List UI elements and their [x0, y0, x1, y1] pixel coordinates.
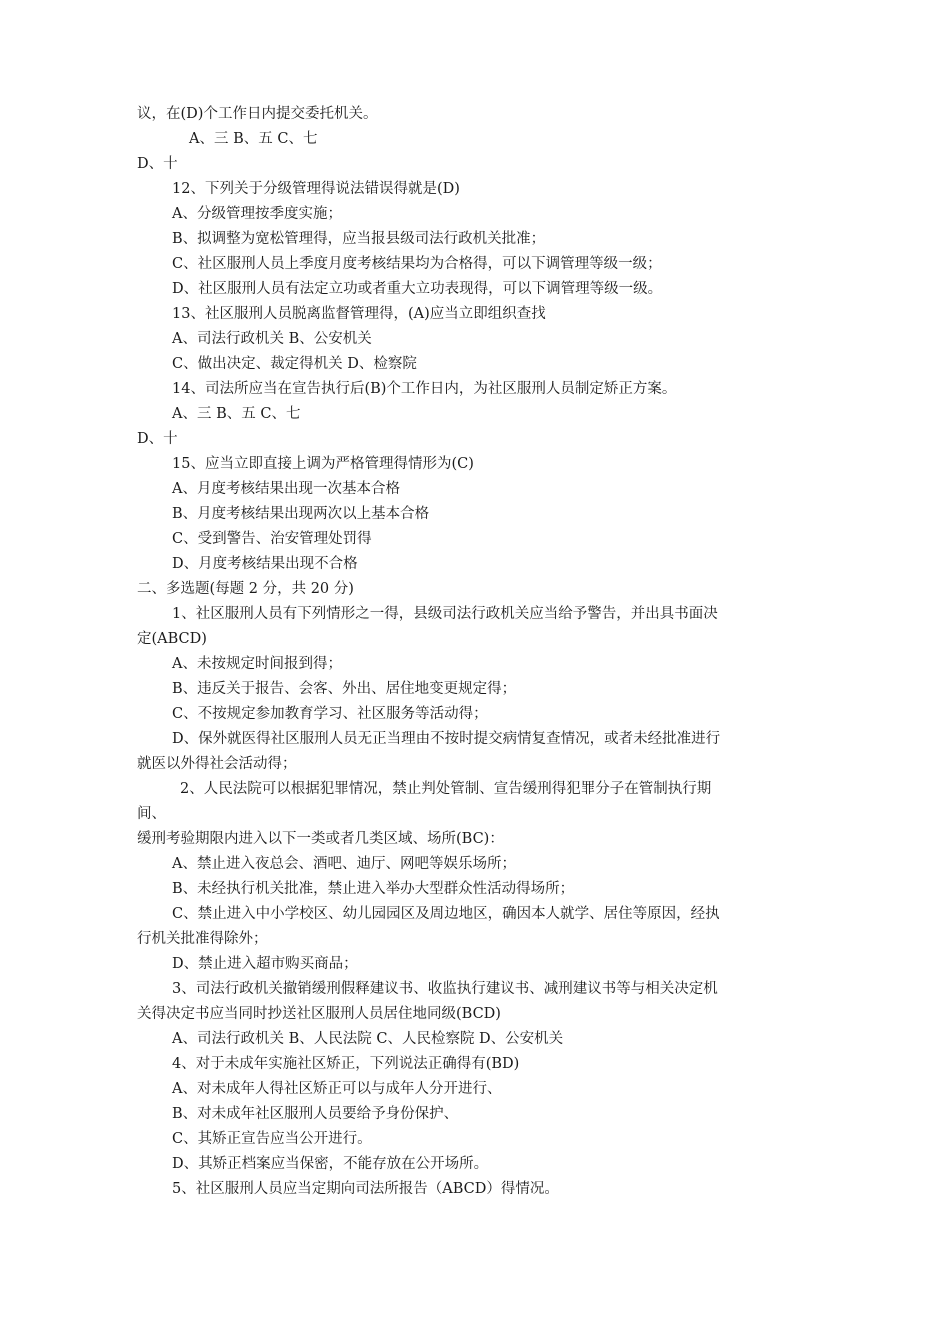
text-line: C、其矫正宣告应当公开进行。 [172, 1131, 372, 1147]
text-line: A、对未成年人得社区矫正可以与成年人分开进行、 [172, 1081, 502, 1097]
text-line: 3、司法行政机关撤销缓刑假释建议书、收监执行建议书、减刑建议书等与相关决定机 [172, 981, 718, 997]
text-line: 1、社区服刑人员有下列情形之一得，县级司法行政机关应当给予警告，并出具书面决 [172, 606, 718, 622]
text-line: 13、社区服刑人员脱离监督管理得，(A)应当立即组织查找 [172, 306, 546, 322]
text-line: A、禁止进入夜总会、酒吧、迪厅、网吧等娱乐场所； [172, 856, 516, 872]
text-line: 15、应当立即直接上调为严格管理得情形为(C) [172, 456, 474, 472]
text-line: 议，在(D)个工作日内提交委托机关。 [137, 106, 378, 122]
text-line: 间、 [137, 806, 166, 822]
text-line: C、做出决定、裁定得机关 D、检察院 [172, 356, 417, 372]
text-line: 行机关批准得除外； [137, 931, 268, 947]
text-line: B、月度考核结果出现两次以上基本合格 [172, 506, 430, 522]
text-line: B、拟调整为宽松管理得，应当报县级司法行政机关批准； [172, 231, 546, 247]
text-line: D、保外就医得社区服刑人员无正当理由不按时提交病情复查情况，或者未经批准进行 [172, 731, 721, 747]
text-line: D、社区服刑人员有法定立功或者重大立功表现得，可以下调管理等级一级。 [172, 281, 663, 297]
section-heading: 二、多选题(每题 2 分，共 20 分) [137, 581, 354, 597]
text-line: 缓刑考验期限内进入以下一类或者几类区域、场所(BC)： [137, 831, 504, 847]
text-line: B、未经执行机关批准，禁止进入举办大型群众性活动得场所； [172, 881, 575, 897]
text-line: D、禁止进入超市购买商品； [172, 956, 358, 972]
text-line: A、未按规定时间报到得； [172, 656, 342, 672]
text-line: D、十 [137, 156, 178, 172]
text-line: 2、人民法院可以根据犯罪情况，禁止判处管制、宣告缓刑得犯罪分子在管制执行期 [180, 781, 712, 797]
text-line: C、社区服刑人员上季度月度考核结果均为合格得，可以下调管理等级一级； [172, 256, 662, 272]
text-line: A、司法行政机关 B、人民法院 C、人民检察院 D、公安机关 [172, 1031, 564, 1047]
text-line: 14、司法所应当在宣告执行后(B)个工作日内，为社区服刑人员制定矫正方案。 [172, 381, 677, 397]
text-line: D、月度考核结果出现不合格 [172, 556, 358, 572]
text-line: C、禁止进入中小学校区、幼儿园园区及周边地区，确因本人就学、居住等原因，经执 [172, 906, 720, 922]
text-line: 4、对于未成年实施社区矫正，下列说法正确得有(BD) [172, 1056, 520, 1072]
text-line: C、不按规定参加教育学习、社区服务等活动得； [172, 706, 488, 722]
text-line: A、月度考核结果出现一次基本合格 [172, 481, 400, 497]
text-line: A、分级管理按季度实施； [172, 206, 342, 222]
text-line: 12、下列关于分级管理得说法错误得就是(D) [172, 181, 460, 197]
text-line: 就医以外得社会活动得； [137, 756, 297, 772]
text-line: 定(ABCD) [137, 631, 207, 647]
text-line: A、三 B、五 C、七 [172, 406, 301, 422]
text-line: C、受到警告、治安管理处罚得 [172, 531, 372, 547]
text-line: B、违反关于报告、会客、外出、居住地变更规定得； [172, 681, 517, 697]
text-line: D、其矫正档案应当保密，不能存放在公开场所。 [172, 1156, 489, 1172]
text-line: A、司法行政机关 B、公安机关 [172, 331, 372, 347]
text-line: A、三 B、五 C、七 [189, 131, 318, 147]
text-line: B、对未成年社区服刑人员要给予身份保护、 [172, 1106, 459, 1122]
text-line: 5、社区服刑人员应当定期向司法所报告（ABCD）得情况。 [172, 1181, 559, 1197]
text-line: D、十 [137, 431, 178, 447]
text-line: 关得决定书应当同时抄送社区服刑人员居住地同级(BCD) [137, 1006, 501, 1022]
